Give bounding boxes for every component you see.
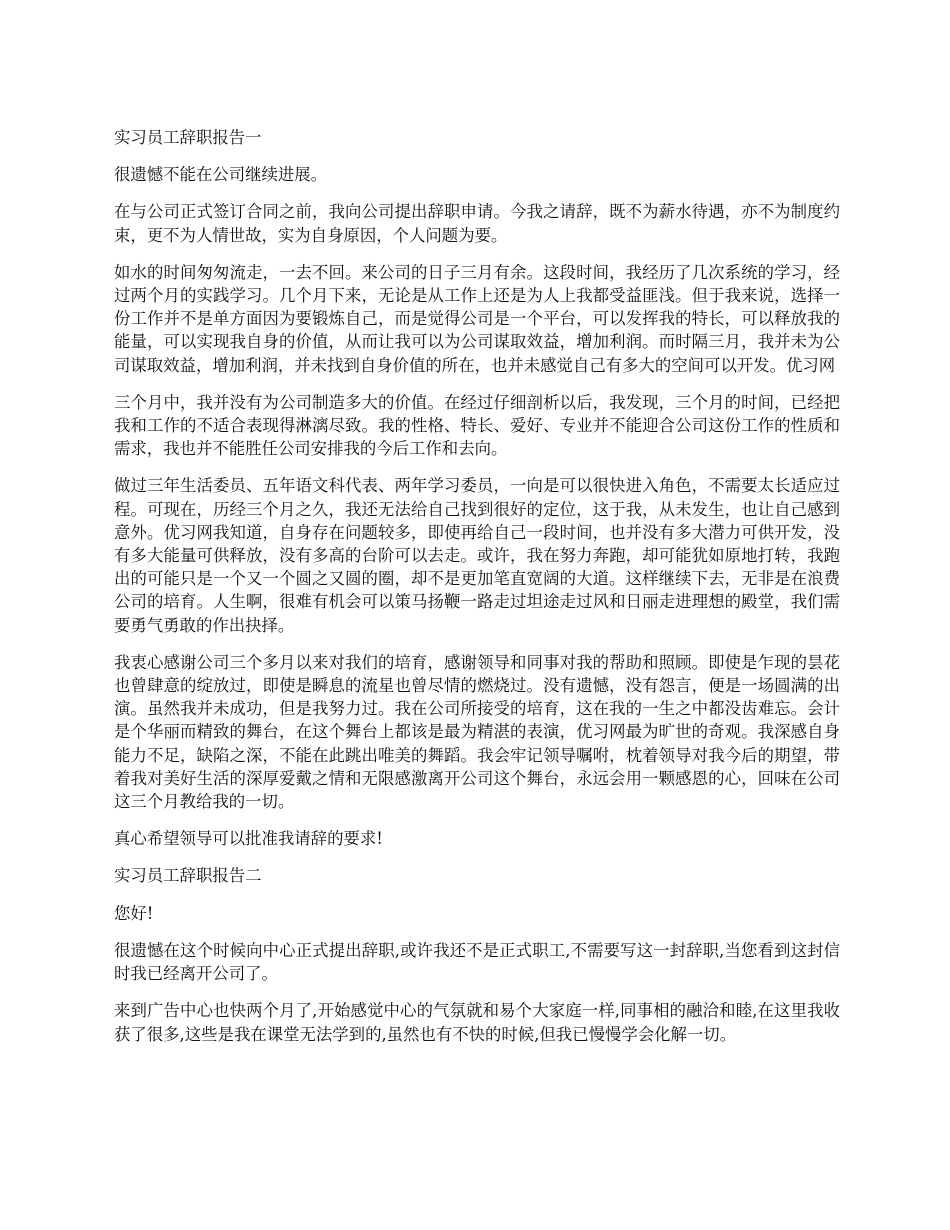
paragraph-three-months: 三个月中，我并没有为公司制造多大的价值。在经过仔细剖析以后，我发现，三个月的时间，已经把我和工作的不适合表现得淋漓尽致。我的性格、特长、爱好、专业并不能迎合公司这份工作的性质和需求，我也并不能胜任公司安排我的今后工作和去向。 bbox=[114, 392, 840, 459]
paragraph-ad-center: 来到广告中心也快两个月了,开始感觉中心的气氛就和易个大家庭一样,同事相的融洽和睦,在这里我收获了很多,这些是我在课堂无法学到的,虽然也有不快的时候,但我已慢慢学会化解一切。 bbox=[114, 1001, 840, 1044]
paragraph-formal-resignation: 很遗憾在这个时候向中心正式提出辞职,或许我还不是正式职工,不需要写这一封辞职,当您看到这封信时我已经离开公司了。 bbox=[114, 940, 840, 984]
report-one-title: 实习员工辞职报告一 bbox=[114, 128, 262, 147]
paragraph-resignation-request: 在与公司正式签订合同之前，我向公司提出辞职申请。今我之请辞，既不为薪水待遇，亦不为制度约束，更不为人情世故，实为自身原因，个人问题为要。 bbox=[114, 202, 840, 245]
paragraph-gratitude: 我衷心感谢公司三个多月以来对我们的培育，感谢领导和同事对我的帮助和照顾。即使是乍现的昙花也曾肆意的绽放过，即使是瞬息的流星也曾尽情的燃烧过。没有遗憾，没有怨言，便是一场圆满的出演。虽然我并未成功，但是我努力过。我在公司所接受的培育，这在我的一生之中都没齿难忘。会计是个华丽而精致的舞台，在这个舞台上都该是最为精湛的表演，优习网最为旷世的奇观。我深感自身能力不足，缺陷之深，不能在此跳出唯美的舞蹈。我会牢记领导嘱咐，枕着领导对我今后的期望，带着我对美好生活的深厚爱戴之情和无限感激离开公司这个舞台，永远会用一颗感恩的心，回味在公司这三个月教给我的一切。 bbox=[114, 652, 840, 812]
report-two-title: 实习员工辞职报告二 bbox=[114, 866, 262, 886]
paragraph-regret: 很遗憾不能在公司继续进展。 bbox=[114, 165, 328, 185]
paragraph-greeting: 您好! bbox=[114, 903, 154, 923]
paragraph-request-approval: 真心希望领导可以批准我请辞的要求! bbox=[114, 829, 383, 849]
paragraph-past-experience: 做过三年生活委员、五年语文科代表、两年学习委员，一向是可以很快进入角色，不需要太长适应过程。可现在，历经三个月之久，我还无法给自己找到很好的定位，这于我，从未发生，也让自己感到意外。优习网我知道，自身存在问题较多，即使再给自己一段时间，也并没有多大潜力可供开发，没有多大能量可供释放，没有多高的台阶可以去走。或许，我在努力奔跑，却可能犹如原地打转，我跑出的可能只是一个又一个圆之又圆的圈，却不是更加笔直宽阔的大道。这样继续下去，无非是在浪费公司的培育。人生啊，很难有机会可以策马扬鞭一路走过坦途走过风和日丽走进理想的殿堂，我们需要勇气勇敢的作出抉择。 bbox=[114, 476, 840, 635]
paragraph-time-passed: 如水的时间匆匆流走，一去不回。来公司的日子三月有余。这段时间，我经历了几次系统的学习，经过两个月的实践学习。几个月下来，无论是从工作上还是为人上我都受益匪浅。但于我来说，选择一份工作并不是单方面因为要锻炼自己，而是觉得公司是一个平台，可以发挥我的特长，可以释放我的能量，可以实现我自身的价值，从而让我可以为公司谋取效益，增加利润。而时隔三月，我并未为公司谋取效益，增加利润，并未找到自身价值的所在，也并未感觉自己有多大的空间可以开发。优习网 bbox=[114, 262, 840, 375]
